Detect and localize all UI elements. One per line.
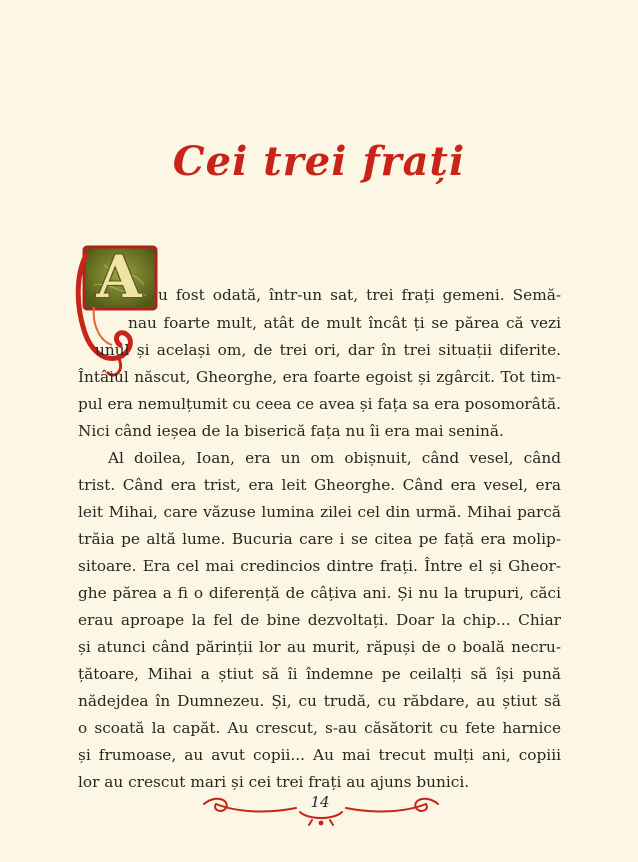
body-line-18: și frumoase, au avut copii... Au mai trecut mulți ani, copiii <box>78 746 561 764</box>
chapter-title: Cei trei frați <box>172 138 466 185</box>
body-line-5: pul era nemulțumit cu ceea ce avea și fața sa era posomorâtă. <box>78 395 561 413</box>
body-line-17: o scoată la capăt. Au crescut, s-au căsătorit cu fete harnice <box>78 719 561 737</box>
page-number: 14 <box>310 793 330 811</box>
body-line-7: Al doilea, Ioan, era un om obișnuit, când vesel, când <box>108 449 561 467</box>
body-line-11: sitoare. Era cel mai credincios dintre frați. Între el și Gheor- <box>78 557 561 575</box>
body-line-14: și atunci când părinții lor au murit, răpuși de o boală necru- <box>78 638 561 656</box>
body-line-13: erau aproape la fel de bine dezvoltați. Doar la chip... Chiar <box>78 611 561 629</box>
body-line-9: leit Mihai, care văzuse lumina zilei cel din urmă. Mihai parcă <box>78 503 561 521</box>
body-line-16: nădejdea în Dumnezeu. Și, cu trudă, cu răbdare, au știut să <box>78 692 561 710</box>
body-line-8: trist. Când era trist, era leit Gheorghe. Când era vesel, era <box>78 476 561 494</box>
body-line-3: unul și același om, de trei ori, dar în trei situații diferite. <box>95 341 561 359</box>
body-line-15: țătoare, Mihai a știut să îi îndemne pe ceilalți să își pună <box>78 665 561 683</box>
body-line-2: nau foarte mult, atât de mult încât ți se părea că vezi <box>128 314 561 332</box>
drop-cap-letter: A <box>96 243 142 311</box>
body-line-4: Întâiul născut, Gheorghe, era foarte egoist și zgârcit. Tot tim- <box>78 368 561 386</box>
body-line-6: Nici când ieșea de la biserică fața nu îi era mai senină. <box>78 422 504 440</box>
body-line-19: lor au crescut mari și cei trei frați au ajuns bunici. <box>78 773 470 791</box>
body-line-1: u fost odată, într-un sat, trei frați gemeni. Semă- <box>158 286 561 304</box>
body-line-12: ghe părea a fi o diferență de câțiva ani. Și nu la trupuri, căci <box>78 584 561 602</box>
body-line-10: trăia pe altă lume. Bucuria care i se citea pe față era molip- <box>78 530 561 548</box>
